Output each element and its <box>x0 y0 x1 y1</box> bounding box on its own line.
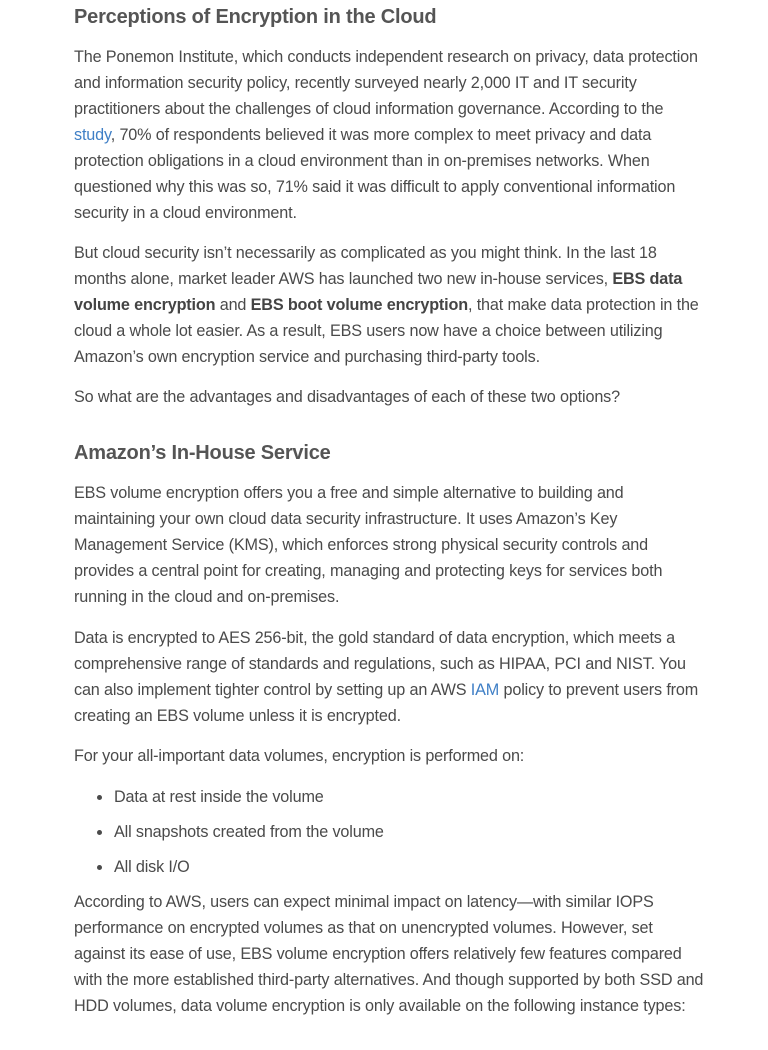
bold-ebs-boot-volume: EBS boot volume encryption <box>250 296 468 314</box>
paragraph-text: Data is encrypted to AES 256-bit, the gold standard of data encryption, which meets a comprehensive range of standards and regulations, such as HIPAA, PCI and NIST. You can also implement tighter control by setting up an AWS <box>74 629 686 699</box>
list-item <box>114 784 744 810</box>
paragraph-aes <box>74 625 704 729</box>
paragraph-text: and <box>215 296 251 314</box>
paragraph-question: So what are the advantages and disadvantages of each of these two options? <box>74 388 620 406</box>
list-item <box>114 819 744 845</box>
paragraph-text: But cloud security isn’t necessarily as complicated as you might think. In the last 18 months alone, market leader AWS has launched two new in-house services, <box>74 244 657 288</box>
bullet-icon <box>97 830 102 835</box>
study-link[interactable]: study <box>74 126 111 144</box>
section-heading-in-house: Amazon’s In-House Service <box>74 442 331 464</box>
bold-ebs-data-volume: EBS data volume encryption <box>74 270 683 314</box>
list-item-text: All snapshots created from the volume <box>114 823 384 841</box>
list-item-text: All disk I/O <box>114 858 190 876</box>
paragraph-text: policy to prevent users from creating an EBS volume unless it is encrypted. <box>74 681 699 725</box>
list-item-text: Data at rest inside the volume <box>114 788 324 806</box>
bullet-icon <box>97 795 102 800</box>
paragraph-text: The Ponemon Institute, which conducts independent research on privacy, data protection and information security policy, recently surveyed nearly 2,000 IT and IT security practitioners about the challenges of cloud information governance. According to the <box>74 48 698 118</box>
paragraph-ebs-volume: EBS volume encryption offers you a free and simple alternative to building and maintaining your own cloud data security infrastructure. It uses Amazon’s Key Management Service (KMS), which enforces strong physical security controls and provides a central point for creating, managing and protecting keys for services both running in the cloud and on-premises. <box>74 484 663 606</box>
paragraph-cloud-security <box>74 240 704 370</box>
encryption-list <box>74 784 744 880</box>
list-item <box>114 854 744 880</box>
paragraph-text: , that make data protection in the cloud a whole lot easier. As a result, EBS users now have a choice between utilizing Amazon’s own encryption service and purchasing third-party tools. <box>74 296 699 366</box>
section-heading-perceptions: Perceptions of Encryption in the Cloud <box>74 6 437 28</box>
paragraph-ponemon <box>74 44 704 226</box>
iam-link[interactable]: IAM <box>470 681 500 699</box>
paragraph-text: , 70% of respondents believed it was more complex to meet privacy and data protection obligations in a cloud environment than in on-premises networks. When questioned why this was so, 71% said it was difficult to apply conventional information security in a cloud environment. <box>74 126 676 222</box>
bullet-icon <box>97 865 102 870</box>
paragraph-encryption-performed: For your all-important data volumes, encryption is performed on: <box>74 747 525 765</box>
paragraph-latency: According to AWS, users can expect minimal impact on latency—with similar IOPS performance on encrypted volumes as that on unencrypted volumes. However, set against its ease of use, EBS volume encryption offers relatively few features compared with the more established third-party alternatives. And though supported by both SSD and HDD volumes, data volume encryption is only available on the following instance types: <box>74 893 704 1015</box>
